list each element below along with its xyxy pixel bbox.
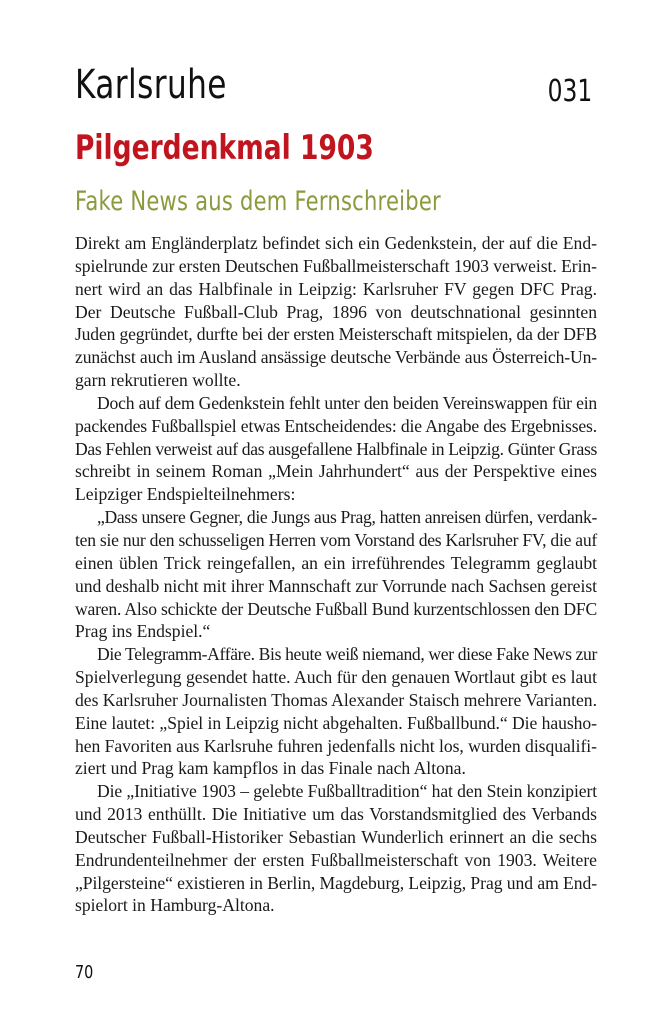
text-line: und deshalb nicht mit ihrer Mannschaft zur Vorrunde nach Sachsen gereist [75,575,597,596]
city-heading: Karlsruhe [75,62,227,108]
text-line: einen üblen Trick reingefallen, an ein irreführendes Telegramm geglaubt [75,552,597,573]
text-line: Der Deutsche Fußball-Club Prag, 1896 von deutschnational gesinnten [75,301,598,322]
text-line: „Pilgersteine“ existieren in Berlin, Magdeburg, Leipzig, Prag und am End- [75,872,597,893]
entry-number-text: 031 [547,74,592,109]
paragraph-3-quote [75,506,597,643]
article-subtitle: Fake News aus dem Fernschreiber [75,186,441,217]
text-line: Doch auf dem Gedenkstein fehlt unter den beiden Vereinswappen für ein [97,392,598,413]
text-line: Die Telegramm-Affäre. Bis heute weiß niemand, wer diese Fake News zur [97,644,598,665]
text-line: Leipziger Endspielteilnehmers: [75,484,296,505]
text-line: hen Favoriten aus Karlsruhe fuhren jedenfalls nicht los, wurden disqualifi- [75,735,597,756]
text-line: garn rekrutieren wollte. [75,370,241,391]
text-line: und 2013 enthüllt. Die Initiative um das Vorstandsmitglied des Verbands [75,804,597,825]
paragraph-2 [75,392,597,506]
text-line: „Dass unsere Gegner, die Jungs aus Prag, hatten anreisen dürfen, verdank- [97,507,598,528]
text-line: ziert und Prag kam kampflos in das Finale nach Altona. [75,758,466,779]
text-line: zunächst auch im Ausland ansässige deutsche Verbände aus Österreich-Un- [75,347,598,368]
text-line: waren. Also schickte der Deutsche Fußball Bund kurzentschlossen den DFC [75,598,598,619]
text-line: packendes Fußballspiel etwas Entscheidendes: die Angabe des Ergebnisses. [75,415,598,436]
text-line: Endrundenteilnehmer der ersten Fußballmeisterschaft von 1903. Weitere [75,849,597,870]
text-line: Die „Initiative 1903 – gelebte Fußballtradition“ hat den Stein konzipiert [97,781,598,802]
text-line: Deutscher Fußball-Historiker Sebastian Wunderlich erinnert an die sechs [75,826,597,847]
text-line: spielort in Hamburg-Altona. [75,895,275,916]
text-line: Direkt am Engländerplatz befindet sich ein Gedenkstein, der auf die End- [75,233,597,253]
text-line: nert wird an das Halbfinale in Leipzig: Karlsruher FV gegen DFC Prag. [75,278,597,299]
paragraph-5 [75,780,597,917]
text-line: Spielverlegung gesendet hatte. Auch für den genauen Wortlaut gibt es laut [75,667,597,688]
text-line: ten sie nur den schusseligen Herren vom Vorstand des Karlsruher FV, die auf [75,529,597,550]
text-line: Prag ins Endspiel.“ [75,621,211,642]
entry-number [535,74,592,109]
article-title: Pilgerdenkmal 1903 [75,128,374,168]
paragraph-4 [75,643,597,780]
article-body [75,232,597,917]
text-line: des Karlsruher Journalisten Thomas Alexander Staisch mehrere Varianten. [75,689,597,710]
page-number [75,962,98,983]
text-line: Das Fehlen verweist auf das ausgefallene Halbfinale in Leipzig. Günter Grass [75,438,597,459]
text-line: spielrunde zur ersten Deutschen Fußballmeisterschaft 1903 verweist. Erin- [75,255,597,276]
text-line: Eine lautet: „Spiel in Leipzig nicht abgehalten. Fußballbund.“ Die hausho- [75,712,597,733]
paragraph-1 [75,232,597,392]
page-number-text: 70 [75,962,94,983]
text-line: Juden gegründet, durfte bei der ersten Meisterschaft mitspielen, da der DFB [75,324,597,345]
text-line: schreibt in seinem Roman „Mein Jahrhundert“ aus der Perspektive eines [75,461,597,482]
